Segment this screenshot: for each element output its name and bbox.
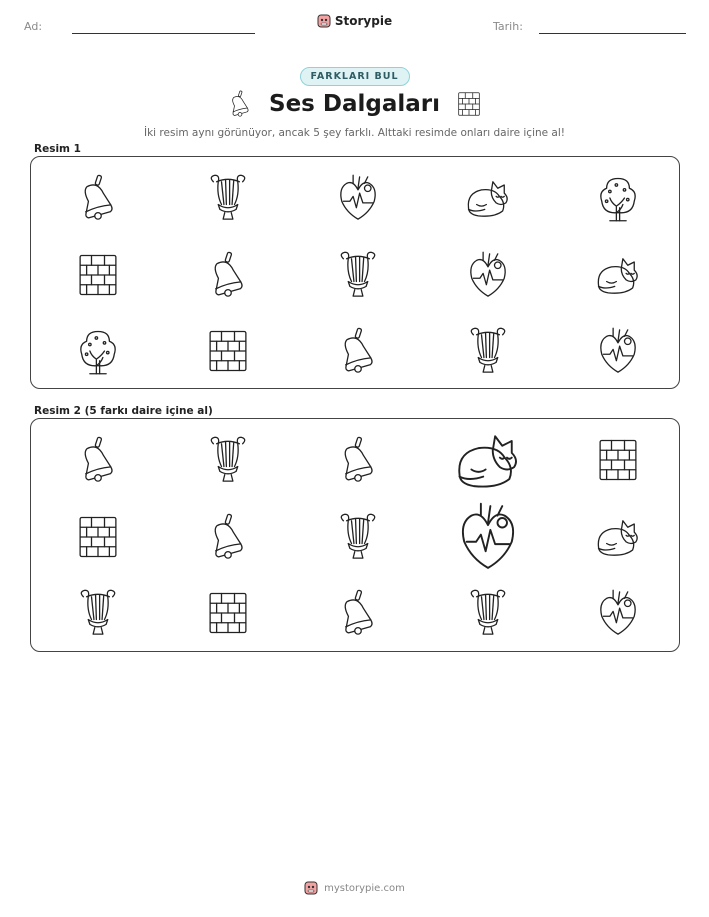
picture1-bell-icon (163, 237, 293, 313)
picture1-lyre-icon (293, 237, 423, 313)
brand-name: Storypie (334, 14, 393, 28)
mascot-icon (304, 880, 318, 896)
title-bell-icon (225, 89, 255, 119)
name-field-line[interactable] (72, 33, 255, 34)
date-field-line[interactable] (539, 33, 686, 34)
picture1-heart-icon (553, 313, 683, 389)
picture2-cat-icon[interactable] (553, 499, 683, 575)
page-title: Ses Dalgaları (269, 91, 440, 117)
picture1-heart-icon (423, 237, 553, 313)
picture2-lyre-icon[interactable] (163, 422, 293, 498)
picture1-lyre-icon (163, 160, 293, 236)
picture2-lyre-icon[interactable] (293, 499, 423, 575)
picture1-grid (31, 157, 679, 388)
picture2-panel (30, 418, 680, 652)
picture2-brick-wall-icon[interactable] (553, 422, 683, 498)
picture2-heart-icon[interactable] (553, 575, 683, 651)
picture1-tree-icon (33, 313, 163, 389)
picture2-bell-icon[interactable] (163, 499, 293, 575)
date-label: Tarih: (493, 20, 523, 33)
picture1-bell-icon (33, 160, 163, 236)
picture2-brick-wall-icon[interactable] (163, 575, 293, 651)
picture2-lyre-icon[interactable] (423, 575, 553, 651)
picture1-lyre-icon (423, 313, 553, 389)
title-brick-wall-icon (454, 89, 484, 119)
picture1-tree-icon (553, 160, 683, 236)
activity-badge: FARKLARI BUL (300, 67, 410, 86)
footer (0, 880, 709, 896)
picture1-brick-wall-icon (163, 313, 293, 389)
picture2-grid (31, 419, 679, 651)
brand-logo (0, 13, 709, 29)
picture1-bell-icon (293, 313, 423, 389)
title-row (0, 89, 709, 119)
picture1-heart-icon (293, 160, 423, 236)
picture2-bell-icon[interactable] (33, 422, 163, 498)
picture1-cat-icon (423, 160, 553, 236)
picture2-bell-icon[interactable] (293, 422, 423, 498)
mascot-icon (317, 13, 331, 29)
picture2-cat-icon[interactable] (423, 422, 553, 498)
picture1-cat-icon (553, 237, 683, 313)
picture2-bell-icon[interactable] (293, 575, 423, 651)
picture1-label: Resim 1 (34, 143, 81, 155)
picture2-label: Resim 2 (5 farkı daire içine al) (34, 405, 213, 417)
picture2-heart-icon[interactable] (423, 499, 553, 575)
picture2-brick-wall-icon[interactable] (33, 499, 163, 575)
picture1-brick-wall-icon (33, 237, 163, 313)
picture1-panel (30, 156, 680, 389)
footer-url[interactable]: mystorypie.com (324, 882, 405, 894)
instructions: İki resim aynı görünüyor, ancak 5 şey farklı. Alttaki resimde onları daire içine al! (144, 127, 565, 139)
picture2-lyre-icon[interactable] (33, 575, 163, 651)
name-label: Ad: (24, 20, 43, 33)
